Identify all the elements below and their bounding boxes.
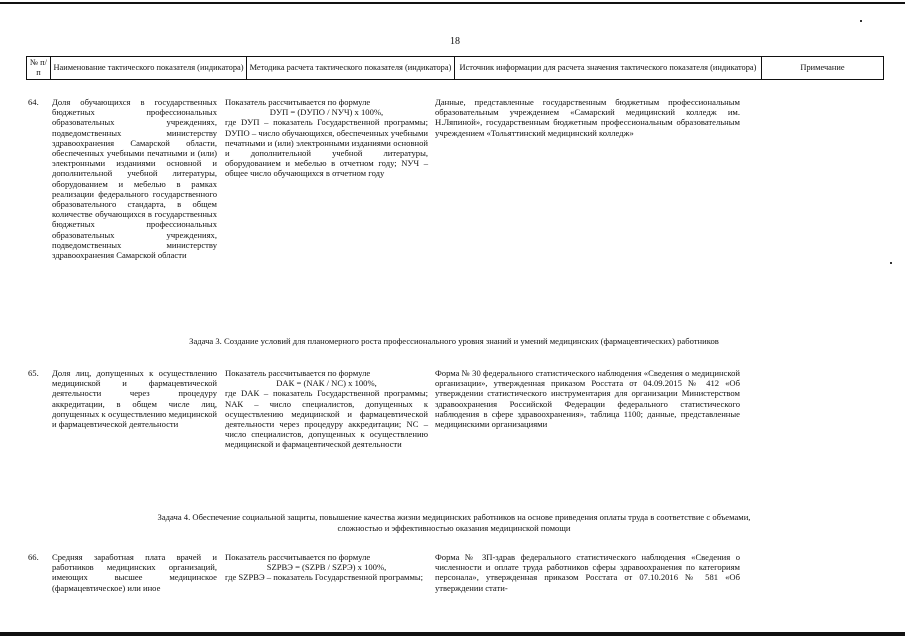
row64-method: [225, 97, 428, 179]
scan-speck: [890, 262, 892, 264]
header-col-note: Примечание: [800, 63, 845, 72]
row66-indicator-name: Средняя заработная плата врачей и работников медицинских организаций, имеющих высшее медицинское (фармацевтическое) или иное: [52, 552, 217, 593]
header-col-method: Методика расчета тактического показателя (индикатора): [247, 57, 455, 79]
row65-method-intro: Показатель рассчитывается по формуле: [225, 368, 371, 378]
row65-formula: DАК = (NАК / NС) x 100%,: [276, 378, 377, 389]
task-4-heading-line1: Задача 4. Обеспечение социальной защиты, повышение качества жизни медицинских работников на основе приведения оплаты труда в соответствие с объемами,: [157, 512, 751, 522]
header-col-source: Источник информации для расчета значения тактического показателя (индикатора): [455, 57, 762, 79]
row65-indicator-name: Доля лиц, допущенных к осуществлению медицинской и фармацевтической деятельности через процедуру аккредитации, в общем числе лиц, допущенных к осуществлению медицинской и фармацевтической деятельности: [52, 368, 217, 430]
header-col-name: Наименование тактического показателя (индикатора): [51, 57, 247, 79]
row65-method-text: где DАК – показатель Государственной программы; NАК – число специалистов, допущенных к осуществлению медицинской и фармацевтической деятельности через процедуру аккредитации; NС – число специалистов, допущенных к осуществлению медицинской и фармацевтической деятельности: [225, 388, 428, 450]
row64-indicator-name: Доля обучающихся в государственных бюджетных профессиональных образовательных учреждениях, подведомственных министерству здравоохранения Самарской области, обеспеченных учебными печатными и (или) электронными изданиями основной и дополнительной учебной литературы, оборудованием и мебелью в рамках реализации федерального государственного образовательного стандарта, в общем количестве обучающихся в государственных бюджетных профессиональных образовательных учреждениях, подведомственных министерству здравоохранения Самарской области: [52, 97, 217, 261]
row-number-66: 66.: [28, 552, 39, 562]
row-number-65: 65.: [28, 368, 39, 378]
top-border-line: [0, 2, 905, 4]
bottom-border-line: [0, 632, 905, 636]
task-4-heading: [26, 512, 882, 533]
row64-method-text: где DУП – показатель Государственной программы; DУПО – число обучающихся, обеспеченных учебными печатными и (или) электронными изданиями основной и дополнительной учебной литературы, оборудованием и мебелью в отчетном году; NУЧ – общее число обучающихся в отчетном году: [225, 117, 428, 179]
page-number: 18: [450, 36, 460, 47]
row66-method: [225, 552, 428, 583]
row66-method-text: где SZPВЭ – показатель Государственной программы;: [225, 572, 424, 583]
header-col-number: № п/п: [27, 57, 51, 79]
row64-source: Данные, представленные государственным бюджетным профессиональным образовательным учреждением «Самарский медицинский колледж им. Н.Ляпиной», государственным бюджетным профессиональным образовательным учреждением «Тольяттинский медицинский колледж»: [435, 97, 740, 138]
row66-method-intro: Показатель рассчитывается по формуле: [225, 552, 371, 562]
task-3-heading: Задача 3. Создание условий для планомерного роста профессионального уровня знаний и умений медицинских (фармацевтических) работников: [189, 336, 719, 346]
row64-method-intro: Показатель рассчитывается по формуле: [225, 97, 371, 107]
scan-speck: [860, 20, 862, 22]
row-number-64: 64.: [28, 97, 39, 107]
table-header: [26, 56, 884, 80]
task-4-heading-line2: сложностью и эффективностью оказания медицинской помощи: [337, 522, 571, 533]
row65-source: Форма № 30 федерального статистического наблюдения «Сведения о медицинской организации», утвержденная приказом Росстата от 04.09.2015 № 412 «Об утверждении статистического инструментария для организации Министерством здравоохранения Российской Федерации федерального статистического наблюдения в сфере здравоохранения», таблица 1100; данные, представленные медицинскими организациями: [435, 368, 740, 430]
row65-method: [225, 368, 428, 450]
row66-source: Форма № ЗП-здрав федерального статистического наблюдения «Сведения о численности и оплате труда работников сферы здравоохранения по категориям персонала», утвержденная приказом Росстата от 07.10.2016 № 581 «Об утверждении стати-: [435, 552, 740, 593]
row64-formula: DУП = (DУПО / NУЧ) x 100%,: [269, 107, 384, 118]
row66-formula: SZPВЭ = (SZPВ / SZPЭ) x 100%,: [266, 562, 387, 573]
